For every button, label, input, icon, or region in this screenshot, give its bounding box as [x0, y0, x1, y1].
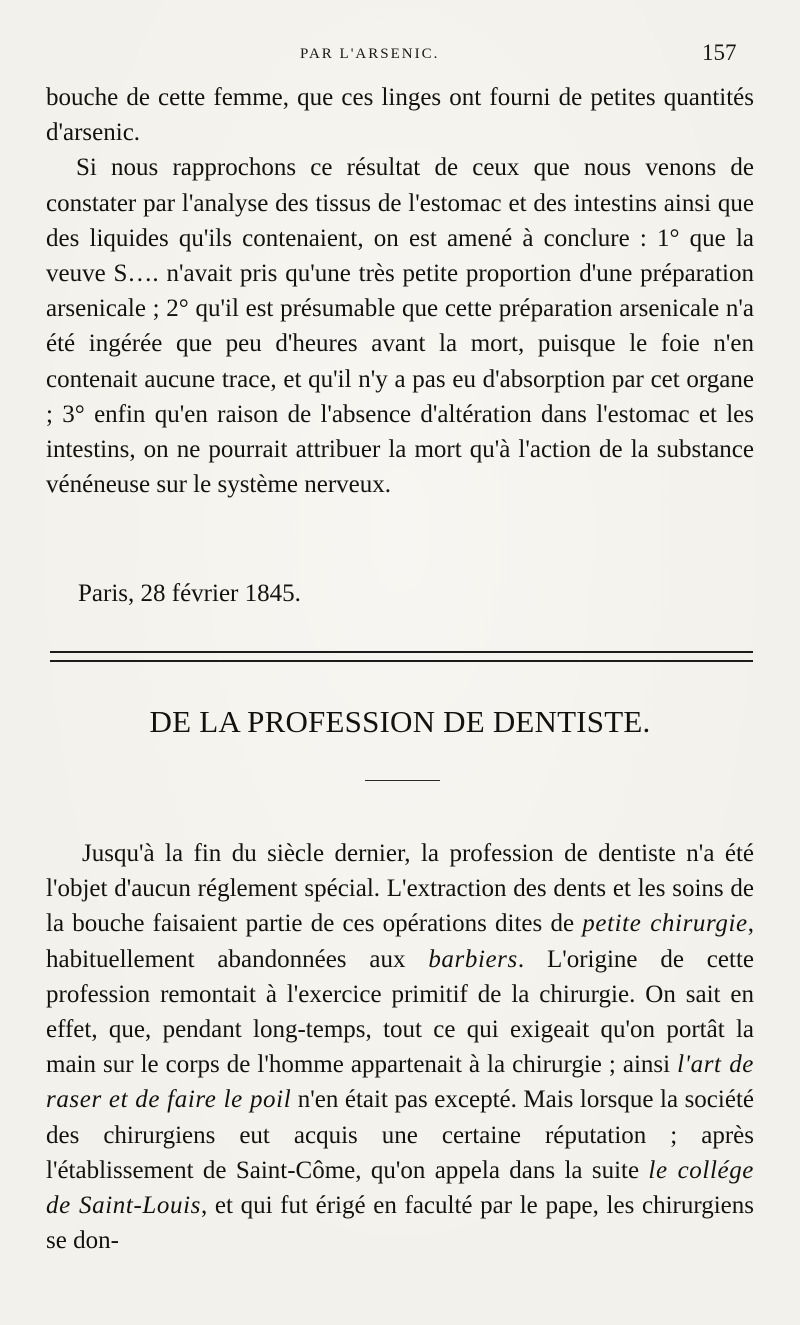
page-header	[0, 40, 800, 70]
text-run: . L'origine de cette profession remontait à l'exercice primitif de la chirurgie. On sait en effet, que, pendant long-temps, tout ce qui exigeait qu'on portât la main sur le corps de l'homme appartenait à la chirurgie ; ainsi	[46, 945, 754, 1079]
section-body	[46, 836, 754, 1258]
italic-term: le collége de Saint-Louis	[46, 1156, 754, 1220]
paragraph-continued: bouche de cette femme, que ces linges ont fourni de petites quantités d'arsenic.	[46, 84, 754, 147]
paragraph-dentistry-history	[46, 836, 754, 1258]
title-underline-rule	[365, 780, 440, 781]
date-signature: Paris, 28 février 1845.	[78, 580, 301, 607]
report-conclusion	[46, 80, 754, 502]
paragraph-conclusion: Si nous rapprochons ce résultat de ceux que nous venons de constater par l'analyse des tissus de l'estomac et des intestins ainsi que des liquides qu'ils contenaient, on est amené à conclure : 1° que la veuve S…. n'avait pris qu'une très petite proportion d'une préparation arsenicale ; 2° qu'il est présumable que cette préparation arsenicale n'a été ingérée que peu d'heures avant la mort, puisque le foie n'en contenait aucune trace, et qu'il n'y a pas eu d'absorption par cet organe ; 3° enfin qu'en raison de l'absence d'altération dans l'estomac et les intestins, on ne pourrait attribuer la mort qu'à l'action de la substance vénéneuse sur le système nerveux.	[46, 154, 754, 499]
section-title: DE LA PROFESSION DE DENTISTE.	[149, 704, 651, 739]
text-run: n'en était pas excepté. Mais lorsque la société des chirurgiens eut acquis une certaine réputation ; après l'établissement de Saint-Côme, qu'on appela dans la suite	[46, 1086, 754, 1184]
italic-term: petite chirurgie	[582, 910, 748, 938]
text-run: Jusqu'à la fin du siècle dernier, la profession de dentiste n'a été l'objet d'aucun réglement spécial. L'extraction des dents et les soins de la bouche faisaient partie de ces opérations dites de	[46, 840, 754, 938]
text-run: , habituellement abandonnées aux	[46, 910, 754, 973]
running-head: PAR L'ARSENIC.	[300, 46, 440, 62]
section-divider	[50, 651, 753, 662]
italic-term: barbiers	[428, 945, 518, 973]
italic-term: l'art de raser et de faire le poil	[46, 1051, 754, 1114]
text-run: , et qui fut érigé en faculté par le pape, les chirurgiens se don-	[46, 1192, 754, 1255]
page-number: 157	[702, 40, 737, 65]
